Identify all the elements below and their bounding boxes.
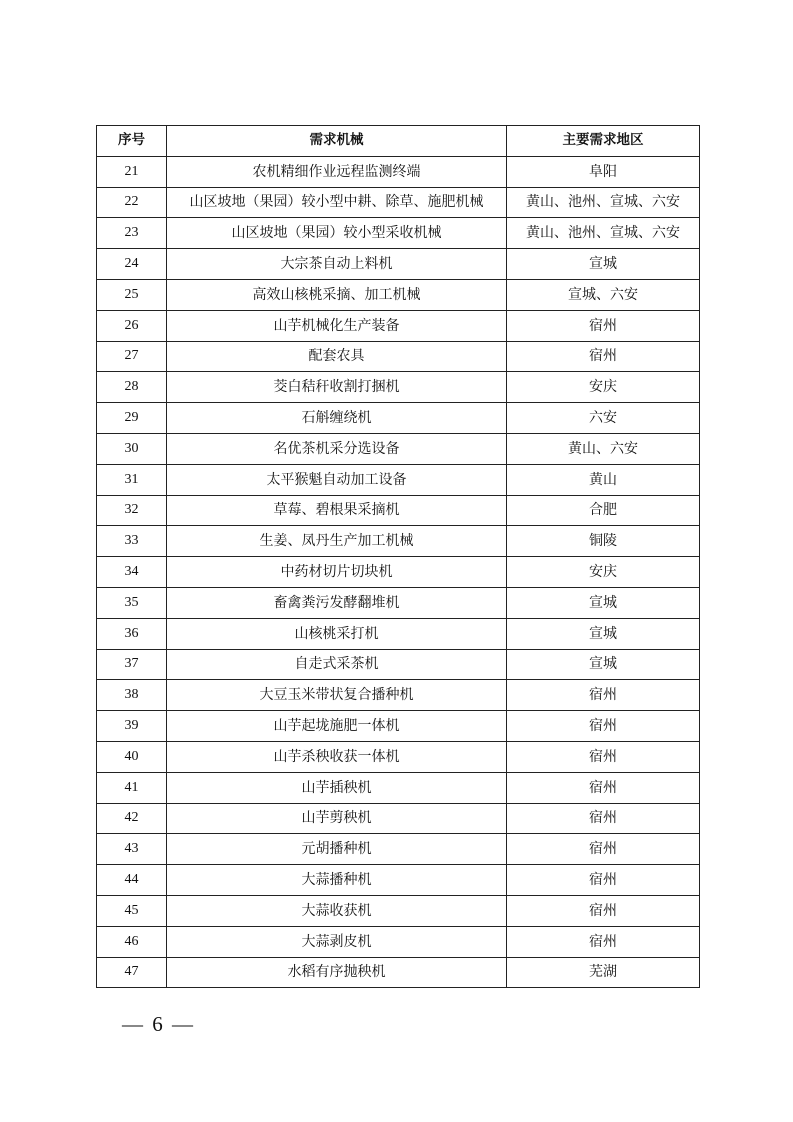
table-row [97, 187, 700, 218]
row-index-cell: 33 [97, 526, 167, 557]
row-index-cell: 22 [97, 187, 167, 218]
row-region-cell: 宿州 [507, 803, 700, 834]
row-index-cell: 39 [97, 711, 167, 742]
table-row [97, 156, 700, 187]
row-index-cell: 37 [97, 649, 167, 680]
row-machinery-cell: 山芋杀秧收获一体机 [167, 741, 507, 772]
row-index-cell: 30 [97, 433, 167, 464]
row-index-cell: 44 [97, 865, 167, 896]
row-region-cell: 安庆 [507, 372, 700, 403]
row-index-cell: 45 [97, 895, 167, 926]
row-index-cell: 21 [97, 156, 167, 187]
row-region-cell: 宣城、六安 [507, 279, 700, 310]
row-index-cell: 26 [97, 310, 167, 341]
table-row [97, 279, 700, 310]
row-machinery-cell: 山区坡地（果园）较小型中耕、除草、施肥机械 [167, 187, 507, 218]
row-index-cell: 46 [97, 926, 167, 957]
row-machinery-cell: 元胡播种机 [167, 834, 507, 865]
row-region-cell: 六安 [507, 403, 700, 434]
row-region-cell: 铜陵 [507, 526, 700, 557]
row-region-cell: 宣城 [507, 249, 700, 280]
row-region-cell: 宿州 [507, 741, 700, 772]
row-index-cell: 31 [97, 464, 167, 495]
row-region-cell: 宣城 [507, 587, 700, 618]
row-index-cell: 24 [97, 249, 167, 280]
machinery-demand-table-container [96, 125, 699, 988]
row-index-cell: 42 [97, 803, 167, 834]
row-machinery-cell: 高效山核桃采摘、加工机械 [167, 279, 507, 310]
row-index-cell: 28 [97, 372, 167, 403]
table-row [97, 618, 700, 649]
row-region-cell: 黄山、池州、宣城、六安 [507, 218, 700, 249]
row-index-cell: 34 [97, 557, 167, 588]
row-index-cell: 38 [97, 680, 167, 711]
row-region-cell: 宿州 [507, 772, 700, 803]
row-machinery-cell: 山芋插秧机 [167, 772, 507, 803]
row-region-cell: 宿州 [507, 341, 700, 372]
row-index-cell: 23 [97, 218, 167, 249]
row-region-cell: 黄山、池州、宣城、六安 [507, 187, 700, 218]
row-region-cell: 宣城 [507, 618, 700, 649]
row-region-cell: 宿州 [507, 310, 700, 341]
row-machinery-cell: 山芋起垅施肥一体机 [167, 711, 507, 742]
row-machinery-cell: 山核桃采打机 [167, 618, 507, 649]
row-machinery-cell: 配套农具 [167, 341, 507, 372]
row-index-cell: 41 [97, 772, 167, 803]
row-region-cell: 合肥 [507, 495, 700, 526]
table-row [97, 249, 700, 280]
table-row [97, 772, 700, 803]
row-index-cell: 25 [97, 279, 167, 310]
row-machinery-cell: 太平猴魁自动加工设备 [167, 464, 507, 495]
table-row [97, 526, 700, 557]
row-region-cell: 宿州 [507, 865, 700, 896]
table-row [97, 741, 700, 772]
row-machinery-cell: 山区坡地（果园）较小型采收机械 [167, 218, 507, 249]
table-row [97, 834, 700, 865]
row-index-cell: 35 [97, 587, 167, 618]
table-row [97, 865, 700, 896]
table-row [97, 957, 700, 988]
row-region-cell: 宿州 [507, 895, 700, 926]
table-row [97, 557, 700, 588]
row-machinery-cell: 大蒜收获机 [167, 895, 507, 926]
header-region: 主要需求地区 [507, 126, 700, 157]
row-machinery-cell: 自走式采茶机 [167, 649, 507, 680]
row-machinery-cell: 名优茶机采分选设备 [167, 433, 507, 464]
table-row [97, 587, 700, 618]
header-machinery: 需求机械 [167, 126, 507, 157]
table-row [97, 711, 700, 742]
table-row [97, 433, 700, 464]
row-region-cell: 芜湖 [507, 957, 700, 988]
row-region-cell: 黄山 [507, 464, 700, 495]
row-region-cell: 宿州 [507, 926, 700, 957]
header-index: 序号 [97, 126, 167, 157]
row-index-cell: 27 [97, 341, 167, 372]
row-index-cell: 47 [97, 957, 167, 988]
table-row [97, 895, 700, 926]
row-machinery-cell: 农机精细作业远程监测终端 [167, 156, 507, 187]
row-index-cell: 29 [97, 403, 167, 434]
row-machinery-cell: 大宗茶自动上料机 [167, 249, 507, 280]
table-row [97, 464, 700, 495]
table-header-row [97, 126, 700, 157]
row-region-cell: 宿州 [507, 834, 700, 865]
table-row [97, 803, 700, 834]
row-machinery-cell: 山芋机械化生产装备 [167, 310, 507, 341]
row-machinery-cell: 水稻有序抛秧机 [167, 957, 507, 988]
row-region-cell: 宿州 [507, 711, 700, 742]
row-region-cell: 阜阳 [507, 156, 700, 187]
table-body [97, 156, 700, 988]
row-region-cell: 安庆 [507, 557, 700, 588]
row-region-cell: 宿州 [507, 680, 700, 711]
row-index-cell: 40 [97, 741, 167, 772]
table-row [97, 495, 700, 526]
table-row [97, 341, 700, 372]
row-index-cell: 32 [97, 495, 167, 526]
row-machinery-cell: 生姜、凤丹生产加工机械 [167, 526, 507, 557]
table-row [97, 310, 700, 341]
row-machinery-cell: 中药材切片切块机 [167, 557, 507, 588]
row-region-cell: 黄山、六安 [507, 433, 700, 464]
table-row [97, 372, 700, 403]
row-machinery-cell: 大豆玉米带状复合播种机 [167, 680, 507, 711]
row-machinery-cell: 石斛缠绕机 [167, 403, 507, 434]
row-machinery-cell: 山芋剪秧机 [167, 803, 507, 834]
table-row [97, 649, 700, 680]
row-machinery-cell: 畜禽粪污发酵翻堆机 [167, 587, 507, 618]
machinery-demand-table [96, 125, 700, 988]
row-region-cell: 宣城 [507, 649, 700, 680]
table-row [97, 926, 700, 957]
table-row [97, 680, 700, 711]
row-index-cell: 36 [97, 618, 167, 649]
row-machinery-cell: 大蒜剥皮机 [167, 926, 507, 957]
table-row [97, 218, 700, 249]
row-machinery-cell: 大蒜播种机 [167, 865, 507, 896]
row-machinery-cell: 茭白秸秆收割打捆机 [167, 372, 507, 403]
table-row [97, 403, 700, 434]
row-machinery-cell: 草莓、碧根果采摘机 [167, 495, 507, 526]
page-number: — 6 — [122, 1012, 195, 1036]
row-index-cell: 43 [97, 834, 167, 865]
